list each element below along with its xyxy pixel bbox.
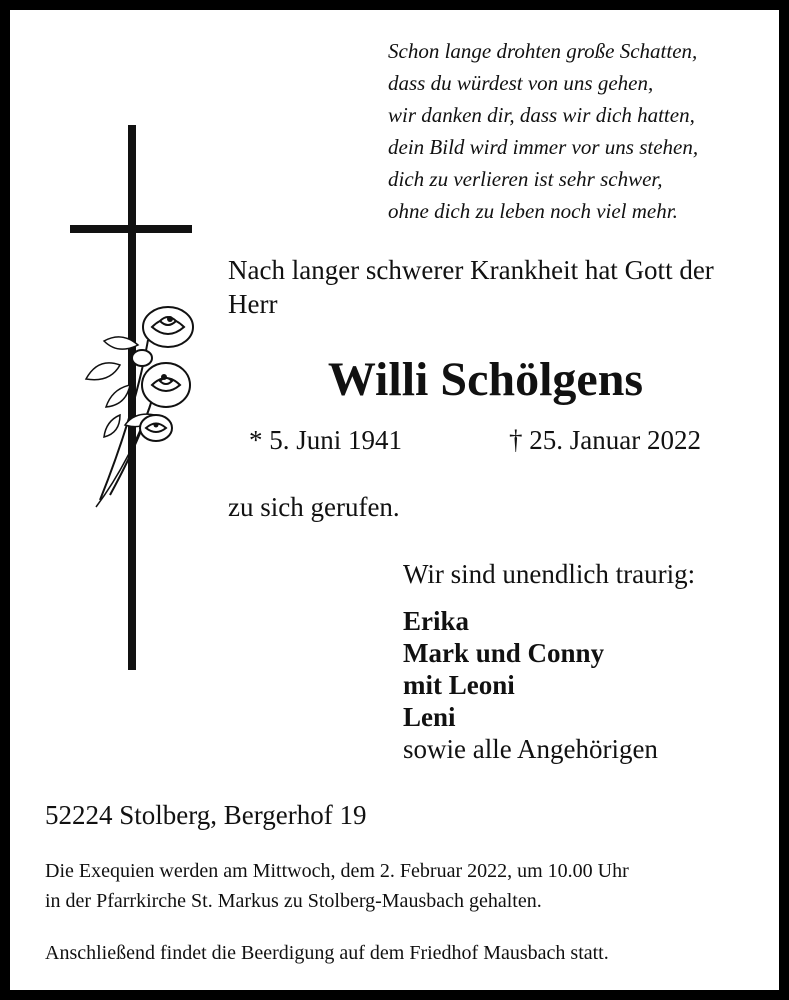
mourner-name: mit Leoni	[403, 670, 515, 700]
poem-line: wir danken dir, dass wir dich hatten,	[388, 103, 695, 127]
poem-line: dass du würdest von uns gehen,	[388, 71, 654, 95]
poem-line: dich zu verlieren ist sehr schwer,	[388, 167, 663, 191]
service-info-line: Die Exequien werden am Mittwoch, dem 2. Februar 2022, um 10.00 Uhr	[45, 860, 629, 882]
mourner-name: Mark und Conny	[403, 638, 605, 668]
deceased-name: Willi Schölgens	[327, 353, 644, 406]
birth-date: * 5. Juni 1941	[249, 425, 403, 455]
grief-line: Wir sind unendlich traurig:	[403, 559, 696, 589]
poem-line: Schon lange drohten große Schatten,	[388, 39, 698, 63]
death-date: † 25. Januar 2022	[509, 425, 701, 455]
announcement-intro: Nach langer schwerer Krankheit hat Gott der Herr	[228, 255, 714, 319]
relatives-line: sowie alle Angehörigen	[403, 734, 658, 764]
poem-line: ohne dich zu leben noch viel mehr.	[388, 199, 678, 223]
service-info-line: in der Pfarrkirche St. Markus zu Stolberg-Mausbach gehalten.	[45, 890, 542, 912]
mourner-name: Erika	[403, 606, 470, 636]
family-address: 52224 Stolberg, Bergerhof 19	[45, 800, 367, 830]
poem	[388, 35, 698, 227]
called-home-text: zu sich gerufen.	[228, 492, 400, 522]
service-info	[45, 856, 629, 916]
poem-line: dein Bild wird immer vor uns stehen,	[388, 135, 699, 159]
mourner-name: Leni	[403, 702, 456, 732]
burial-info: Anschließend findet die Beerdigung auf dem Friedhof Mausbach statt.	[45, 942, 609, 964]
mourners-list	[403, 605, 658, 765]
